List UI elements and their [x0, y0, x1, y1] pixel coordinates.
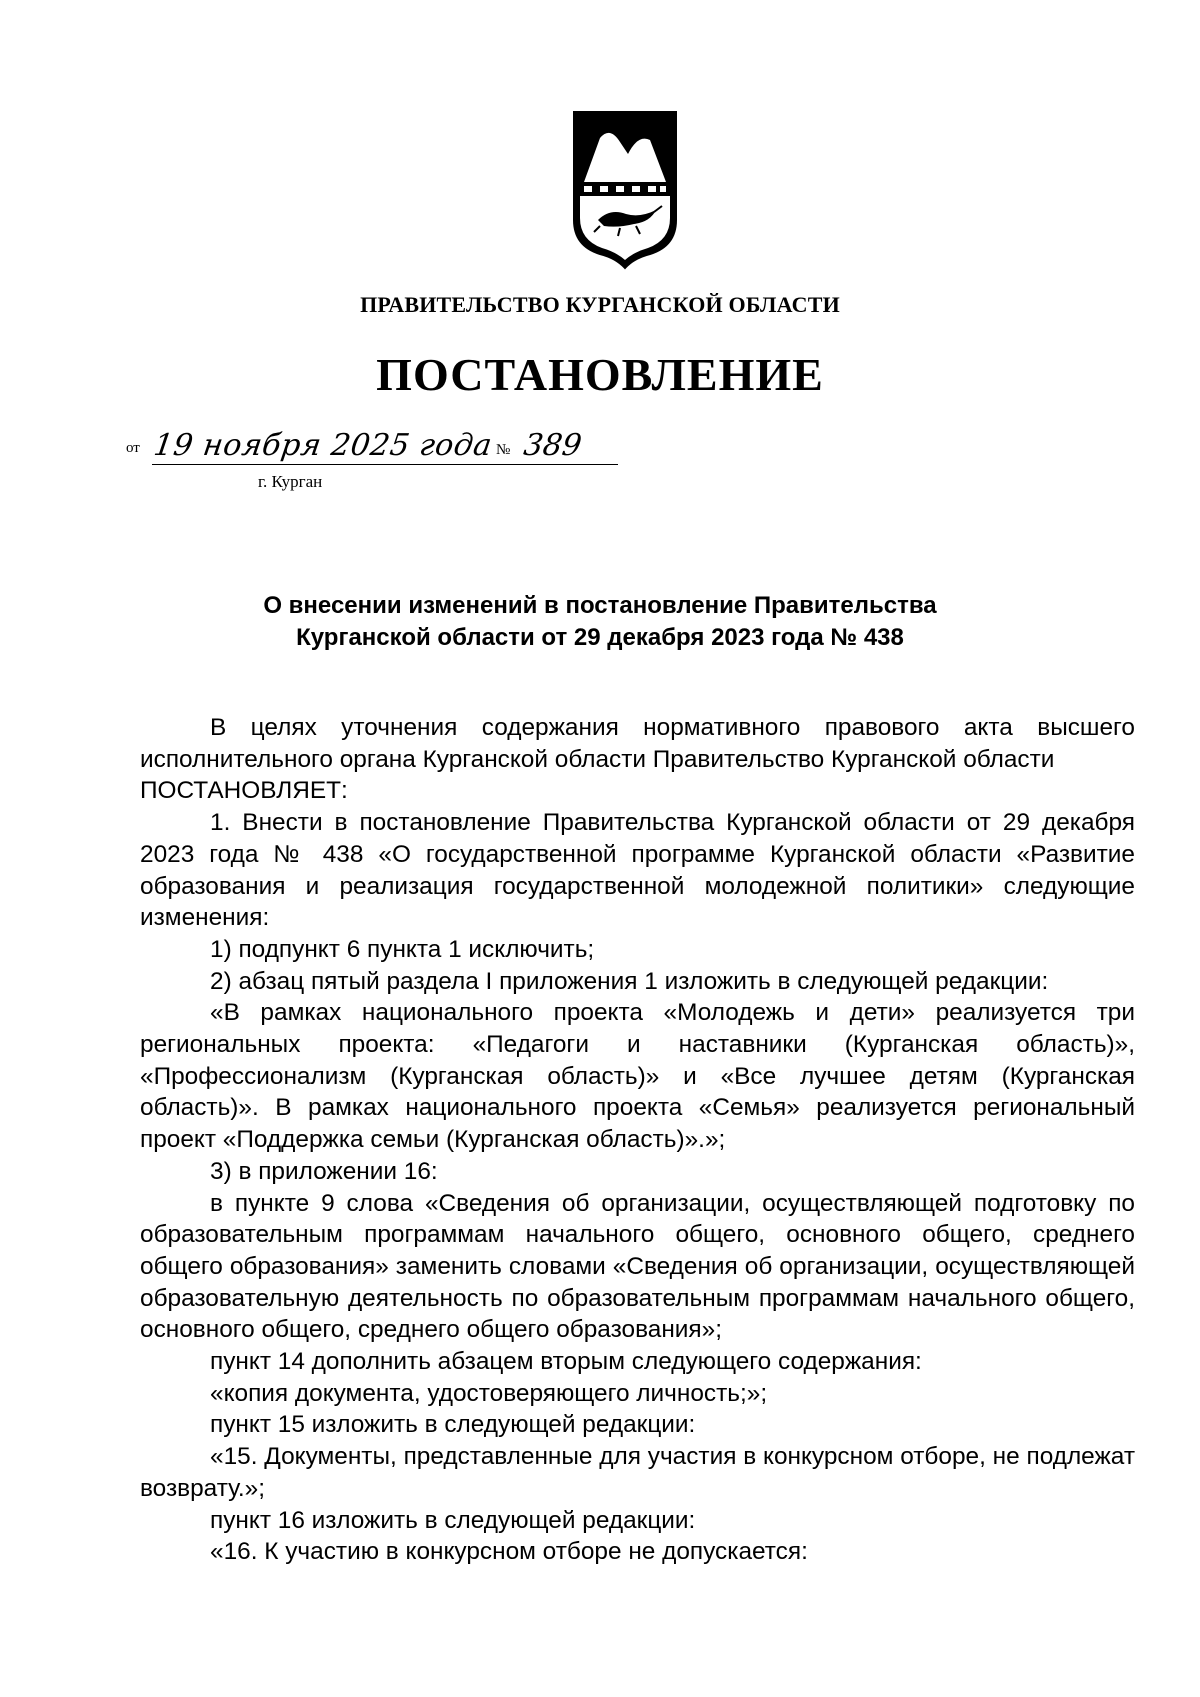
document-title — [0, 590, 1200, 654]
government-name: ПРАВИТЕЛЬСТВО КУРГАНСКОЙ ОБЛАСТИ — [360, 292, 840, 317]
paragraph: 2) абзац пятый раздела I приложения 1 изложить в следующей редакции: — [210, 967, 1049, 995]
number-underline — [522, 464, 618, 465]
paragraph: 1. Внести в постановление Правительства Курганской области от 29 декабря 2023 года № 438 «О государственной программе Курганской области «Развитие образования и реализация государственной молодежной политики» следующие изменения: — [140, 809, 1135, 932]
paragraph: «16. К участию в конкурсном отборе не допускается: — [210, 1538, 808, 1566]
handwritten-date: 19 ноября 2025 года — [151, 428, 495, 463]
paragraph: пункт 14 дополнить абзацем вторым следующего содержания: — [210, 1348, 922, 1376]
paragraph: пункт 15 изложить в следующей редакции: — [210, 1411, 696, 1439]
paragraph-decree: ПОСТАНОВЛЯЕТ: — [140, 777, 348, 805]
handwritten-number: 389 — [521, 428, 584, 463]
paragraph: в пункте 9 слова «Сведения об организации, осуществляющей подготовку по образовательным программам начального общего, основного общего, среднего общего образования» заменить словами «Сведения об организации, осуществляющей образовательную деятельность по образовательным программам начального общего, основного общего, среднего общего образования»; — [140, 1189, 1135, 1344]
paragraph: 1) подпункт 6 пункта 1 исключить; — [210, 935, 595, 963]
paragraph: 3) в приложении 16: — [210, 1157, 438, 1185]
date-number-line — [126, 428, 646, 491]
paragraph: «копия документа, удостоверяющего личность;»; — [210, 1379, 768, 1407]
paragraph: пункт 16 изложить в следующей редакции: — [210, 1506, 696, 1534]
title-line-1: О внесении изменений в постановление Правительства — [263, 592, 937, 619]
paragraph: «15. Документы, представленные для участия в конкурсном отборе, не подлежат возврату.»; — [140, 1443, 1135, 1502]
paragraph: В целях уточнения содержания нормативного правового акта высшего исполнительного органа Курганской области Правительство Курганской области — [140, 714, 1135, 773]
date-prefix: от — [126, 440, 140, 456]
title-line-2: Курганской области от 29 декабря 2023 года № 438 — [296, 624, 904, 651]
document-body — [140, 712, 1135, 1568]
number-label: № — [496, 442, 511, 458]
kurgan-coat-of-arms-icon — [570, 108, 680, 270]
city-label: г. Курган — [258, 472, 323, 491]
document-type: ПОСТАНОВЛЕНИЕ — [376, 349, 824, 400]
paragraph: «В рамках национального проекта «Молодежь и дети» реализуется три региональных проекта: «Педагоги и наставники (Курганская область)», «Профессионализм (Курганская область)» и «Все лучшее детям (Курганская область)». В рамках национального проекта «Семья» реализуется региональный проект «Поддержка семьи (Курганская область)».»; — [140, 999, 1135, 1154]
